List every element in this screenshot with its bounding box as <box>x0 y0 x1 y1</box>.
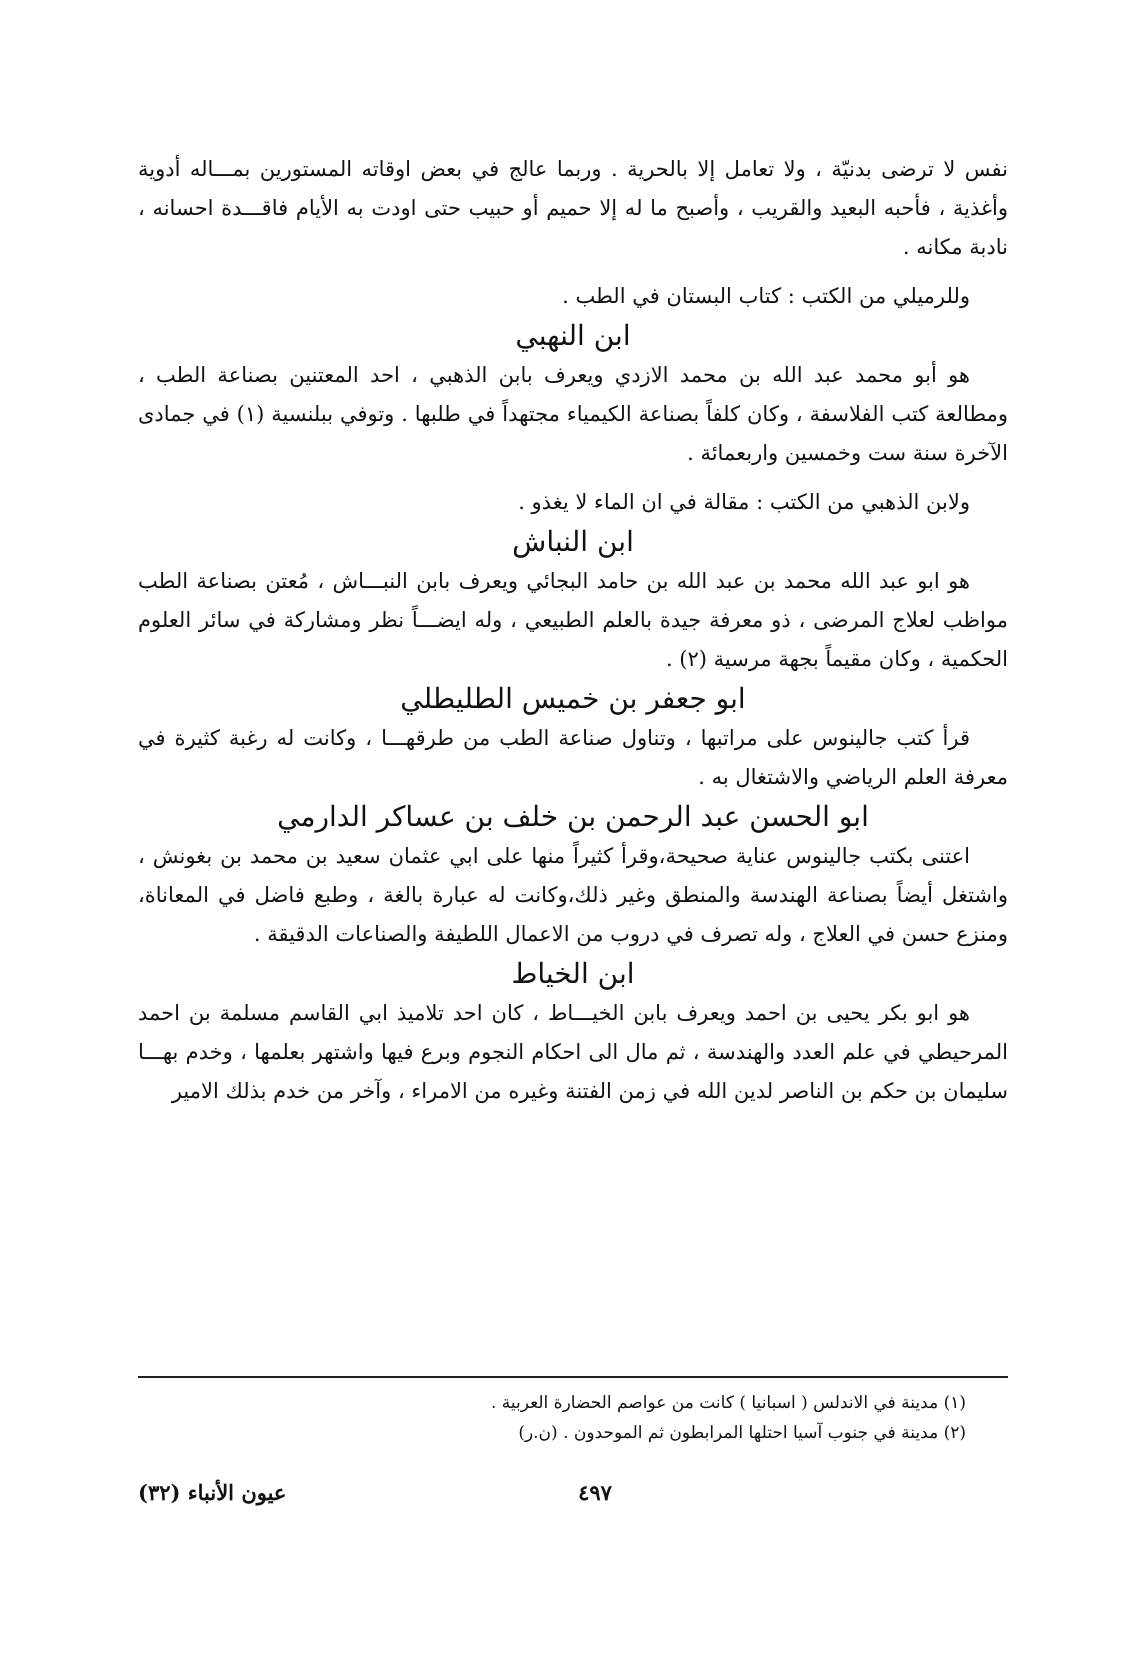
entry-title: ابن النهبي <box>515 319 631 352</box>
running-title: عيون الأنباء (٣٢) <box>138 1480 287 1505</box>
footnotes <box>138 1388 1008 1448</box>
entry-title: ابو جعفر بن خميس الطليطلي <box>400 682 746 715</box>
entry-paragraph: هو ابو بكر يحيى بن احمد ويعرف بابن الخيـــاط ، كان احد تلاميذ ابي القاسم مسلمة بن احمد المرحيطي في علم العدد والهندسة ، ثم مال الى احكام النجوم وبرع فيها واشتهر بعلمها ، وخدم بهـــا سليمان بن حكم بن الناصر لدين الله في زمن الفتنة وغيره من الامراء ، وآخر من خدم بذلك الامير <box>138 1001 1008 1103</box>
entry-paragraph: هو ابو عبد الله محمد بن عبد الله بن حامد البجائي ويعرف بابن النبـــاش ، مُعتن بصناعة الطب مواظب لعلاج المرضى ، ذو معرفة جيدة بالعلم الطبيعي ، وله ايضـــاً نظر ومشاركة في سائر العلوم الحكمية ، وكان مقيماً بجهة مرسية (٢) . <box>138 569 1008 671</box>
footnote: (١) مدينة في الاندلس ( اسبانيا ) كانت من عواصم الحضارة العربية . <box>491 1393 966 1413</box>
page-number: ٤٩٧ <box>578 1480 612 1505</box>
entry-paragraph: قرأ كتب جالينوس على مراتبها ، وتناول صناعة الطب من طرقهـــا ، وكانت له رغبة كثيرة في معرفة العلم الرياضي والاشتغال به . <box>138 726 1008 789</box>
entry-paragraph: ولابن الذهبي من الكتب : مقالة في ان الماء لا يغذو . <box>518 490 970 514</box>
intro-paragraph: نفس لا ترضى بدنيّة ، ولا تعامل إلا بالحرية . وربما عالج في بعض اوقاته المستورين بمـــاله أدوية وأغذية ، فأحبه البعيد والقريب ، وأصبح ما له إلا حميم أو حبيب حتى اودت به الأيام فاقـــدة احسانه ، نادبة مكانه . <box>138 157 1008 259</box>
entry-title: ابو الحسن عبد الرحمن بن خلف بن عساكر الدارمي <box>277 800 869 833</box>
page-footer <box>0 1480 1146 1520</box>
entry-title: ابن الخياط <box>511 957 635 990</box>
intro-books-paragraph: وللرميلي من الكتب : كتاب البستان في الطب . <box>562 284 970 308</box>
entry-title: ابن النباش <box>512 525 634 558</box>
page-body <box>138 150 1008 1111</box>
entry-paragraph: اعتنى بكتب جالينوس عناية صحيحة،وقرأ كثيراً منها على ابي عثمان سعيد بن محمد بن بغونش ، واشتغل أيضاً بصناعة الهندسة والمنطق وغير ذلك،وكانت له عبارة بالغة ، وطبع فاضل في المعاناة، ومنزع حسن في العلاج ، وله تصرف في دروب من الاعمال اللطيفة والصناعات الدقيقة . <box>138 844 1008 946</box>
footnote: (٢) مدينة في جنوب آسيا احتلها المرابطون ثم الموحدون . (ن.ر) <box>518 1423 966 1443</box>
footnote-divider <box>138 1376 1008 1378</box>
entry-paragraph: هو أبو محمد عبد الله بن محمد الازدي ويعرف بابن الذهبي ، احد المعتنين بصناعة الطب ، ومطالعة كتب الفلاسفة ، وكان كلفاً بصناعة الكيمياء مجتهداً في طلبها . وتوفي ببلنسية (١) في جمادى الآخرة سنة ست وخمسين واربعمائة . <box>138 363 1008 465</box>
